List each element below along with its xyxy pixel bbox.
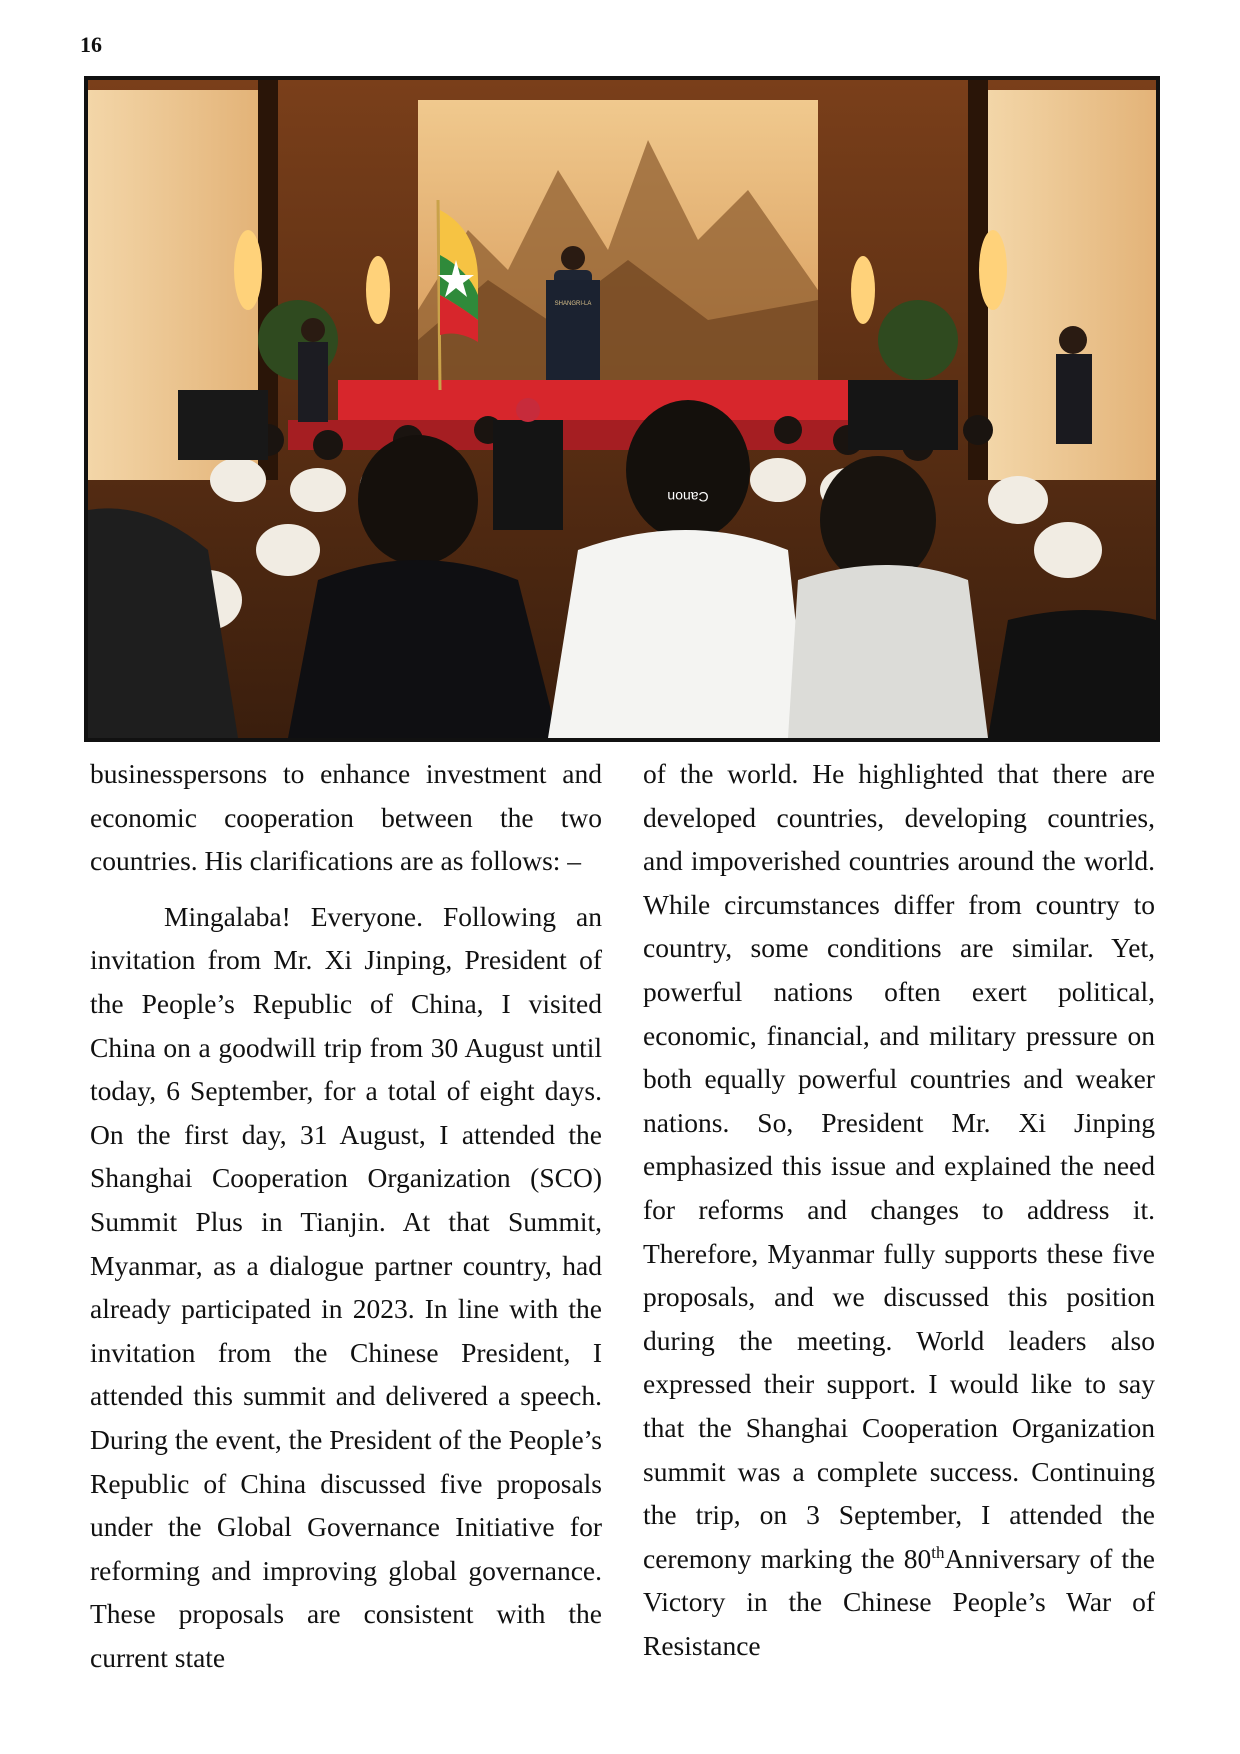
article-column-left — [90, 752, 602, 1679]
article-paragraph — [643, 752, 1155, 1667]
svg-text:SHANGRI-LA: SHANGRI-LA — [554, 301, 592, 307]
ordinal-suffix: th — [931, 1542, 945, 1562]
svg-text:Canon: Canon — [667, 489, 709, 505]
press-conference-photo — [84, 76, 1160, 742]
article-paragraph: businesspersons to enhance investment and economic cooperation between the two countries. His clarifications are as follows: – — [90, 758, 602, 877]
article-paragraph: Mingalaba! Everyone. Following an invitation from Mr. Xi Jinping, President of the People’s Republic of China, I visited China on a goodwill trip from 30 August until today, 6 September, for a total of eight days. On the first day, 31 August, I attended the Shanghai Cooperation Organization (SCO) Summit Plus in Tianjin. At that Summit, Myanmar, as a dialogue partner country, had already participated in 2023. In line with the invitation from the Chinese President, I attended this summit and delivered a speech. During the event, the President of the People’s Republic of China discussed five proposals under the Global Governance Initiative for reforming and improving global governance. These proposals are consistent with the current state — [90, 900, 602, 1673]
article-text: of the world. He highlighted that there are developed countries, developing countries, and impoverished countries around the world. While circumstances differ from country to country, some conditions are similar. Yet, powerful nations often exert political, economic, financial, and military pressure on both equally powerful countries and weaker nations. So, President Mr. Xi Jinping emphasized this issue and explained the need for reforms and changes to address it. Therefore, Myanmar fully supports these five proposals, and we discussed this position during the meeting. World leaders also expressed their support. I would like to say that the Shanghai Cooperation Organization summit was a complete success. Continuing the trip, on 3 September, I attended the ceremony marking the 80 — [643, 758, 1155, 1574]
page-number: 16 — [80, 32, 102, 57]
article-text: Anniversary of the Victory in the Chinese People’s War of Resistance — [643, 1542, 1156, 1661]
article-column-right — [643, 752, 1155, 1667]
